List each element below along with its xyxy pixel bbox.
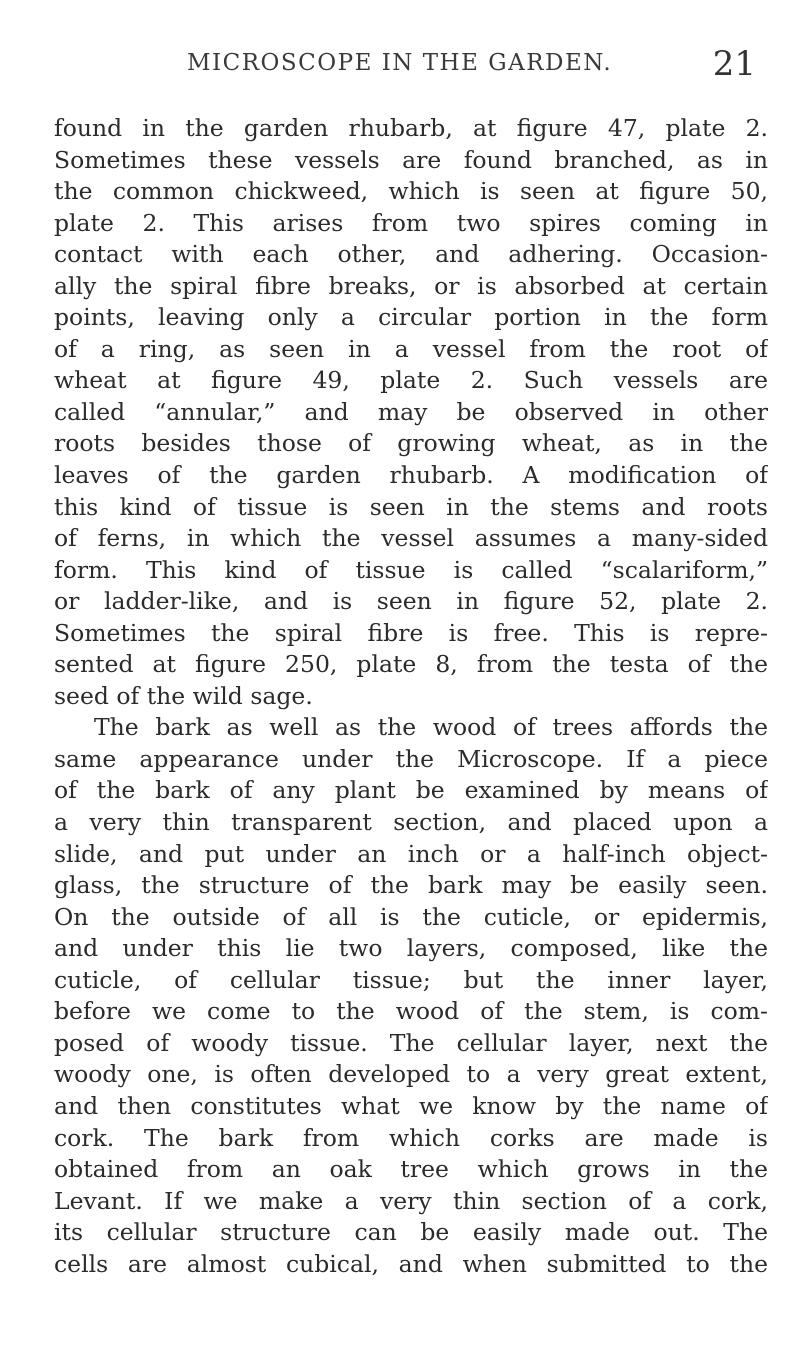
text-line: Levant. If we make a very thin section of a cork, [54,1186,768,1215]
text-line: and then constitutes what we know by the name of [54,1091,768,1120]
text-line: before we come to the wood of the stem, is com- [54,997,768,1026]
text-line: cuticle, of cellular tissue; but the inner layer, [54,965,768,994]
text-line: or ladder-like, and is seen in figure 52, plate 2. [54,587,768,616]
text-line: points, leaving only a circular portion in the form [54,303,768,332]
text-line: roots besides those of growing wheat, as in the [54,429,768,458]
text-line: slide, and put under an inch or a half-inch object- [54,839,768,868]
text-line: the common chickweed, which is seen at figure 50, [54,177,768,206]
text-line: a very thin transparent section, and placed upon a [54,808,768,837]
text-line: ally the spiral fibre breaks, or is absorbed at certain [54,271,768,300]
page-number: 21 [712,44,756,84]
text-line: On the outside of all is the cuticle, or epidermis, [54,902,768,931]
body-text [54,113,768,1280]
text-line: posed of woody tissue. The cellular layer, next the [54,1028,768,1057]
text-line: cells are almost cubical, and when submitted to the [54,1249,768,1278]
text-line: and under this lie two layers, composed, like the [54,934,768,963]
paragraph-start-line: The bark as well as the wood of trees affords the [94,713,768,742]
running-head [0,44,800,90]
text-line: found in the garden rhubarb, at figure 47, plate 2. [54,114,768,142]
text-line: form. This kind of tissue is called “scalariform,” [54,555,768,584]
text-line: sented at figure 250, plate 8, from the testa of the [54,650,768,679]
text-line: plate 2. This arises from two spires coming in [54,208,768,237]
text-line: of a ring, as seen in a vessel from the root of [54,334,768,363]
paragraph-end-line: seed of the wild sage. [54,681,313,710]
text-line: glass, the structure of the bark may be easily seen. [54,871,768,900]
text-line: of the bark of any plant be examined by means of [54,776,768,805]
text-line: Sometimes the spiral fibre is free. This is repre- [54,618,768,647]
running-title: MICROSCOPE IN THE GARDEN. [187,50,613,76]
text-line: called “annular,” and may be observed in other [54,397,768,426]
text-line: its cellular structure can be easily made out. The [54,1218,768,1247]
text-line: contact with each other, and adhering. Occasion- [54,240,768,269]
text-line: this kind of tissue is seen in the stems and roots [54,492,768,521]
text-line: leaves of the garden rhubarb. A modification of [54,461,768,490]
text-line: cork. The bark from which corks are made is [54,1123,768,1152]
text-line: wheat at figure 49, plate 2. Such vessels are [54,366,768,395]
text-line: Sometimes these vessels are found branched, as in [54,145,768,174]
text-line: woody one, is often developed to a very great extent, [54,1060,768,1089]
text-line: obtained from an oak tree which grows in the [54,1155,768,1184]
text-line: same appearance under the Microscope. If a piece [54,744,768,773]
text-line: of ferns, in which the vessel assumes a many-sided [54,524,768,553]
